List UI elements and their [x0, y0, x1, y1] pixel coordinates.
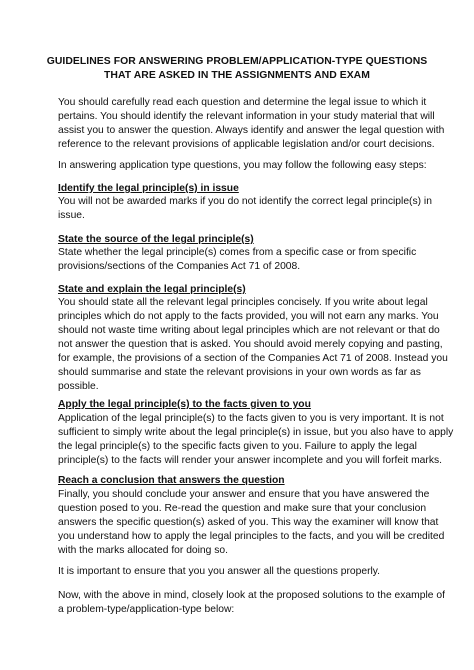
section-heading-source: State the source of the legal principle(s)	[58, 234, 254, 245]
final-line-2: a problem-type/application-type below:	[58, 604, 235, 615]
section-text: with the marks allocated for doing so.	[58, 545, 228, 556]
section-heading-conclusion: Reach a conclusion that answers the question	[58, 475, 285, 486]
section-text: answers the specific question(s) asked of you. This way the examiner will know that	[58, 517, 439, 528]
section-text: question posed to you. Re-read the question and make sure that your conclusion	[58, 503, 427, 514]
section-text: Finally, you should conclude your answer and ensure that you have answered the	[58, 489, 430, 500]
section-text: State whether the legal principle(s) comes from a specific case or from specific	[58, 247, 417, 258]
section-text: You will not be awarded marks if you do not identify the correct legal principle(s) in	[58, 196, 432, 207]
final-line-1: Now, with the above in mind, closely look at the proposed solutions to the example of	[58, 590, 445, 601]
section-text: provisions/sections of the Companies Act 71 of 2008.	[58, 261, 301, 272]
section-text: should summarise and state the relevant provisions in your own words as far as	[58, 367, 421, 378]
section-text: You should state all the relevant legal principles concisely. If you write about legal	[58, 297, 428, 308]
document-title-line-1: GUIDELINES FOR ANSWERING PROBLEM/APPLICATION-TYPE QUESTIONS	[46, 56, 428, 67]
section-text: for example, the provisions of a section of the Companies Act 71 of 2008. Instead you	[58, 353, 448, 364]
section-heading-apply: Apply the legal principle(s) to the facts given to you	[58, 399, 311, 410]
section-heading-identify: Identify the legal principle(s) in issue	[58, 183, 239, 194]
steps-intro: In answering application type questions, you may follow the following easy steps:	[58, 160, 427, 171]
document-title-line-2: THAT ARE ASKED IN THE ASSIGNMENTS AND EXAM	[104, 70, 370, 81]
section-text: not answer the question that is asked. You should avoid merely copying and pasting,	[58, 339, 443, 350]
section-text: issue.	[58, 210, 85, 221]
section-heading-explain: State and explain the legal principle(s)	[58, 284, 246, 295]
section-text: sufficient to simply write about the legal principle(s) in issue, but you also have to apply	[58, 427, 454, 438]
section-text: should not waste time writing about legal principles which are not relevant or that do	[58, 325, 440, 336]
section-text: the legal principle(s) to the specific facts given to you. Failure to apply the legal	[58, 441, 417, 452]
section-text: you understand how to apply the legal principles to the facts, and you will be credited	[58, 531, 445, 542]
section-text: principles which do not apply to the facts provided, you will not earn any marks. You	[58, 311, 439, 322]
intro-line-4: reference to the relevant provisions of applicable legislation and/or court decisions.	[58, 139, 435, 150]
closing-paragraph: It is important to ensure that you you answer all the questions properly.	[58, 566, 381, 577]
section-text: Application of the legal principle(s) to the facts given to you is very important. It is not	[58, 413, 444, 424]
intro-line-3: assist you to answer the question. Always identify and answer the legal question with	[58, 125, 445, 136]
intro-line-1: You should carefully read each question and determine the legal issue to which it	[58, 97, 427, 108]
intro-line-2: pertains. You should identify the relevant information in your study material that will	[58, 111, 435, 122]
section-text: principle(s) to the facts will render your answer incomplete and you will forfeit marks.	[58, 455, 442, 466]
section-text: possible.	[58, 381, 99, 392]
